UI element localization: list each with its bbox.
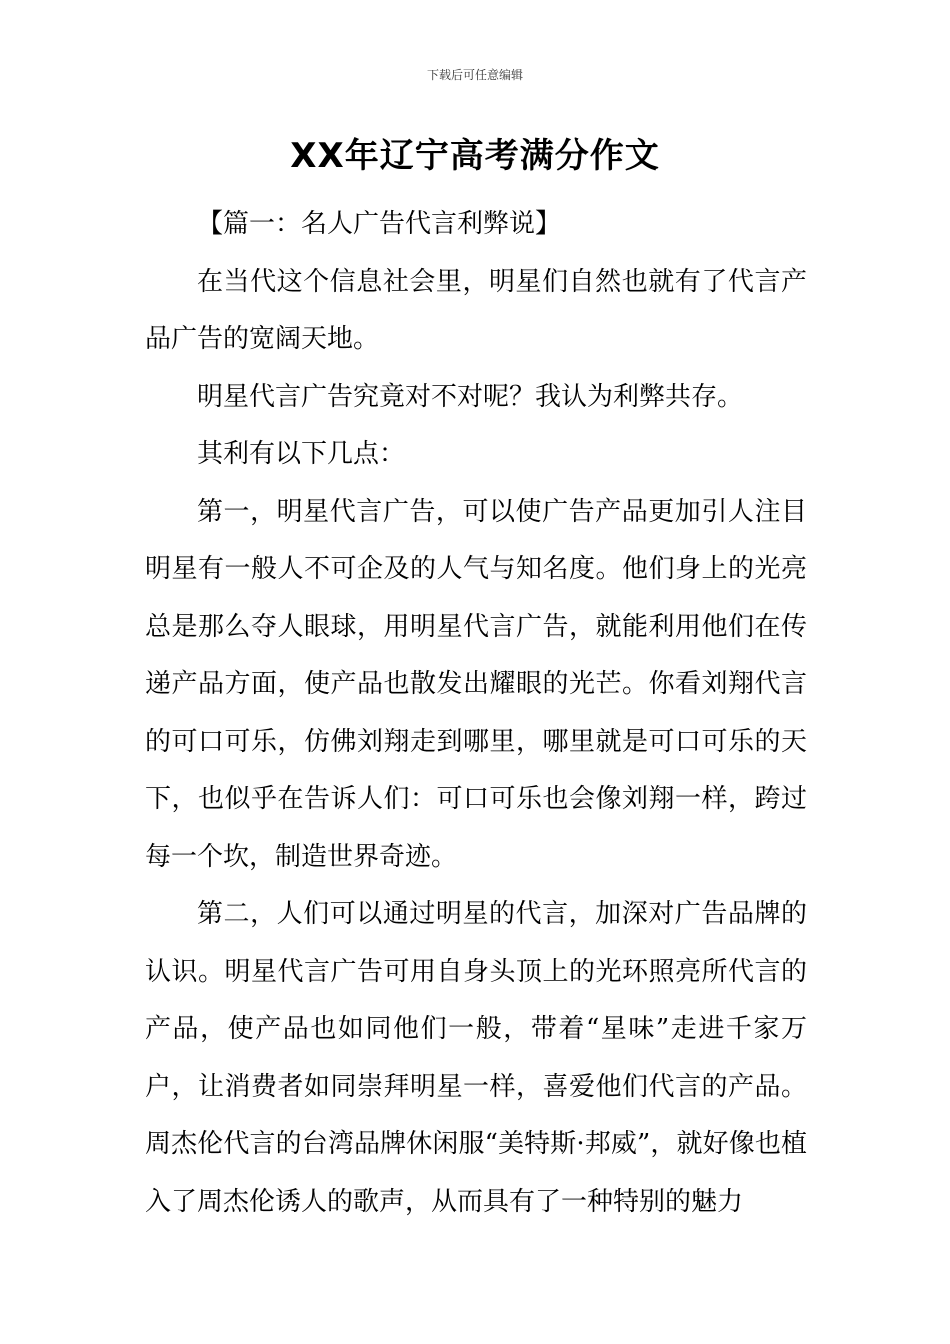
paragraph: 第二，人们可以通过明星的代言，加深对广告品牌的认识。明星代言广告可用自身头顶上的光环照亮所代言的产品，使产品也如同他们一般，带着“星味”走进千家万户，让消费者如同崇拜明星一样，喜爱他们代言的产品。周杰伦代言的台湾品牌休闲服“美特斯·邦威”，就好像也植入了周杰伦诱人的歌声，从而具有了一种特别的魅力: [145, 899, 807, 1217]
paragraph: 在当代这个信息社会里，明星们自然也就有了代言产品广告的宽阔天地。: [145, 266, 807, 354]
paragraph: 明星代言广告究竟对不对呢？我认为利弊共存。: [197, 381, 744, 412]
document-title: XX年辽宁高考满分作文: [290, 136, 660, 176]
paragraph: 其利有以下几点：: [197, 439, 406, 469]
page-header: 下载后可任意编辑: [426, 68, 523, 82]
document-body: [145, 196, 807, 1231]
section-heading: 【篇一：名人广告代言利弊说】: [197, 209, 562, 239]
paragraph: 第一，明星代言广告，可以使广告产品更加引人注目明星有一般人不可企及的人气与知名度。他们身上的光亮总是那么夺人眼球，用明星代言广告，就能利用他们在传递产品方面，使产品也散发出耀眼的光芒。你看刘翔代言的可口可乐，仿佛刘翔走到哪里，哪里就是可口可乐的天下，也似乎在告诉人们：可口可乐也会像刘翔一样，跨过每一个坎，制造世界奇迹。: [145, 496, 807, 872]
